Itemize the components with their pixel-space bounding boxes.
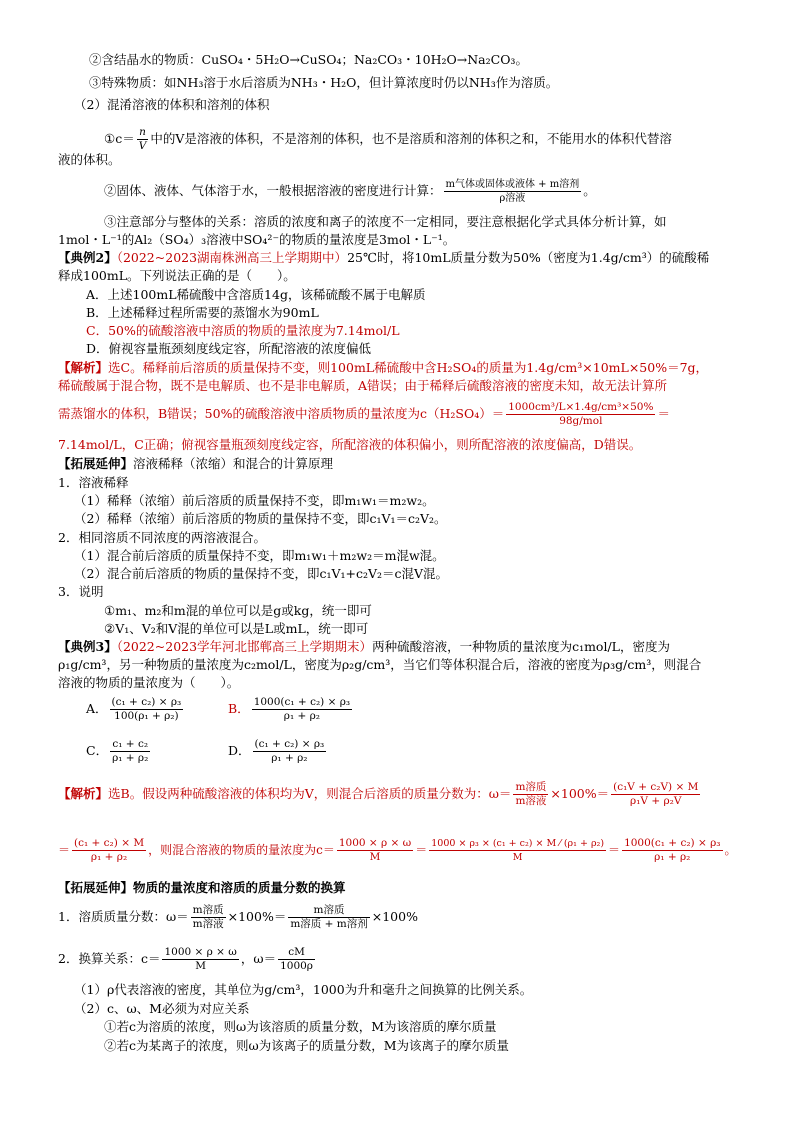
text-line: ②固体、液体、气体溶于水，一般根据溶液的密度进行计算： $\frac{\text{m气体或固体或液体 + m溶剂}}{\text{ρ溶液}}$ 。: [104, 179, 596, 204]
text-line: 2．相同溶质不同浓度的两溶液混合。: [58, 530, 266, 545]
text-line: 需蒸馏水的体积，B错误；50%的硫酸溶液中溶质物质的量浓度为c（H₂SO₄）＝ $\frac{\text{1000cm³/L×1.4g/cm³×50\%}}{\text{98g/mol}}$ ＝: [58, 401, 670, 427]
text-line: 1．溶液稀释: [58, 475, 129, 490]
option-a: A．上述100mL稀硫酸中含溶质14g，该稀硫酸不属于电解质: [86, 287, 426, 302]
example-2-question: 【典例2】（2022~2023湖南株洲高三上学期期中）25℃时，将10mL质量分数为50%（密度为1.4g/cm³）的硫酸稀: [58, 250, 710, 265]
extension-heading: 【拓展延伸】物质的量浓度和溶质的质量分数的换算: [58, 880, 346, 895]
option-d: D． $\frac{\text{(c₁ + c₂) × ρ₃}}{\text{ρ₁ + ρ₂}}$: [228, 738, 325, 764]
text-line: ①若c为溶质的浓度，则ω为该溶质的质量分数，M为该溶质的摩尔质量: [104, 1019, 497, 1034]
text-line: 溶液的物质的量浓度为（ ）。: [58, 675, 240, 690]
text-line: （2）c、ω、M必须为对应关系: [74, 1001, 250, 1016]
text-line: （1）稀释（浓缩）前后溶质的质量保持不变，即m₁w₁＝m₂w₂。: [74, 493, 435, 508]
extension-heading: 【拓展延伸】溶液稀释（浓缩）和混合的计算原理: [58, 456, 334, 471]
option-a: A． $\frac{\text{(c₁ + c₂) × ρ₃}}{\text{100(ρ₁ + ρ₂)}}$: [86, 696, 182, 722]
formula-line: 1．溶质质量分数：ω＝ $\frac{\text{m溶质}}{\text{m溶液}}$ ×100%＝ $\frac{\text{m溶质}}{\text{m溶质 + m溶剂}}$ ×100%: [58, 904, 418, 930]
text-line: ②V₁、V₂和V混的单位可以是L或mL，统一即可: [104, 621, 369, 636]
text-line: ①m₁、m₂和m混的单位可以是g或kg，统一即可: [104, 603, 372, 618]
text-line: ＝ $\frac{\text{(c₁ + c₂) × M}}{\text{ρ₁ + ρ₂}}$ ，则混合溶液的物质的量浓度为c＝ $\frac{1000 \times \rho \times \omega}{M}$ ＝ $\frac{\text{1000 × ρ₃ × (c₁ + c₂) × M ⁄ (ρ₁ + ρ₂)}}{M}$ ＝ $\frac{\text{1000(c₁ + c₂) × ρ₃}}{\text{ρ₁ + ρ₂}}$ 。: [58, 837, 737, 863]
text-line: 3．说明: [58, 584, 104, 599]
section-heading: （2）混淆溶液的体积和溶剂的体积: [74, 97, 270, 112]
text-line: ③注意部分与整体的关系：溶质的浓度和离子的浓度不一定相同，要注意根据化学式具体分析计算，如: [104, 214, 667, 229]
option-b: B． $\frac{\text{1000(c₁ + c₂) × ρ₃}}{\text{ρ₁ + ρ₂}}$: [228, 696, 351, 722]
text-line: （1）ρ代表溶液的密度，其单位为g/cm³，1000为升和毫升之间换算的比例关系。: [74, 982, 533, 997]
option-c: C． $\frac{\text{c₁ + c₂}}{\text{ρ₁ + ρ₂}}$: [86, 738, 149, 764]
text-line: ②若c为某离子的浓度，则ω为该离子的质量分数，M为该离子的摩尔质量: [104, 1038, 509, 1053]
text-line: （1）混合前后溶质的质量保持不变，即m₁w₁＋m₂w₂＝m混w混。: [74, 548, 445, 563]
text-line: ρ₁g/cm³，另一种物质的量浓度为c₂mol/L，密度为ρ₂g/cm³，当它们等体积混合后，溶液的密度为ρ₃g/cm³，则混合: [58, 657, 702, 672]
text-line: 稀硫酸属于混合物，既不是电解质、也不是非电解质，A错误；由于稀释后硫酸溶液的密度未知，故无法计算所: [58, 378, 668, 393]
text-line: （2）稀释（浓缩）前后溶质的物质的量保持不变，即c₁V₁＝c₂V₂。: [74, 511, 447, 526]
text-line: 释成100mL。下列说法正确的是（ ）。: [58, 268, 296, 283]
text-line: ②含结晶水的物质：CuSO₄・5H₂O→CuSO₄；Na₂CO₃・10H₂O→Na₂CO₃。: [89, 52, 528, 67]
text-line: ①c＝ $\frac{n}{V}$ 中的V是溶液的体积，不是溶剂的体积，也不是溶质和溶剂的体积之和，不能用水的体积代替溶: [104, 126, 672, 152]
option-c: C．50%的硫酸溶液中溶质的物质的量浓度为7.14mol/L: [86, 323, 400, 338]
text-line: （2）混合前后溶质的物质的量保持不变，即c₁V₁+c₂V₂＝c混V混。: [74, 566, 449, 581]
text-line: 7.14mol/L，C正确；俯视容量瓶颈刻度线定容，所配溶液的体积偏小，则所配溶液的浓度偏高，D错误。: [58, 437, 642, 452]
formula-line: 2．换算关系：c＝ $\frac{1000 \times \rho \times \omega}{M}$ ，ω＝ $\frac{cM}{1000\rho}$: [58, 946, 313, 972]
option-b: B．上述稀释过程所需要的蒸馏水为90mL: [86, 305, 319, 320]
option-d: D．俯视容量瓶颈刻度线定容，所配溶液的浓度偏低: [86, 341, 372, 356]
example-3-question: 【典例3】（2022~2023学年河北邯郸高三上学期期末）两种硫酸溶液，一种物质的量浓度为c₁mol/L，密度为: [58, 639, 670, 654]
text-line: ③特殊物质：如NH₃溶于水后溶质为NH₃・H₂O，但计算浓度时仍以NH₃作为溶质。: [89, 75, 559, 90]
solution-2: 【解析】选C。稀释前后溶质的质量保持不变，则100mL稀硫酸中含H₂SO₄的质量为1.4g/cm³×10mL×50%＝7g，: [58, 360, 709, 375]
text-line: 液的体积。: [58, 152, 121, 167]
solution-3: 【解析】选B。假设两种硫酸溶液的体积均为V，则混合后溶质的质量分数为：ω＝ $\frac{\text{m溶质}}{\text{m溶液}}$ ×100%＝ $\frac{\text{(c₁V + c₂V) × M}}{\text{ρ₁V + ρ₂V}}$: [58, 781, 699, 807]
text-line: 1mol・L⁻¹的Al₂（SO₄）₃溶液中SO₄²⁻的物质的量浓度是3mol・L⁻¹。: [58, 232, 456, 247]
